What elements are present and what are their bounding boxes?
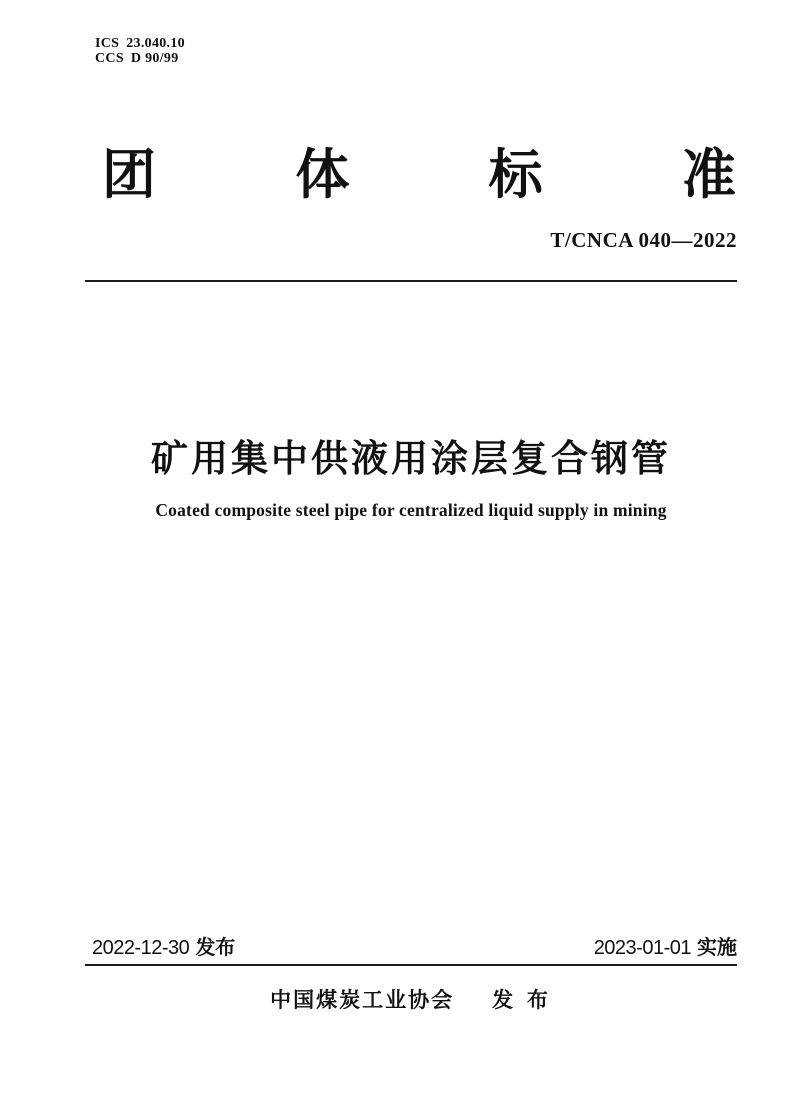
implement-date-group [594, 937, 737, 959]
issue-date: 2022-12-30 [92, 937, 190, 959]
document-title-chinese: 矿用集中供液用涂层复合钢管 [151, 438, 671, 479]
dates-row [92, 937, 737, 959]
ics-code-line [95, 36, 185, 51]
document-title-english: Coated composite steel pipe for centralized liquid supply in mining [155, 500, 667, 520]
standard-type-char: 准 [681, 145, 736, 205]
header-divider-line [85, 280, 737, 282]
standard-type-char: 标 [488, 145, 543, 205]
issue-label: 发布 [195, 937, 236, 959]
ics-value: 23.040.10 [126, 36, 185, 51]
standard-type-heading [102, 145, 736, 205]
implement-label: 实施 [697, 937, 737, 959]
ccs-code-line [95, 51, 185, 66]
ics-label: ICS [95, 36, 120, 51]
publish-label: 发 布 [492, 989, 552, 1012]
footer-divider-line [85, 964, 737, 966]
implement-date: 2023-01-01 [593, 937, 691, 959]
publisher-row [85, 984, 737, 1014]
publisher-name: 中国煤炭工业协会 [270, 989, 455, 1012]
issue-date-group [92, 937, 235, 959]
standard-type-char: 团 [102, 145, 156, 205]
ccs-label: CCS [95, 51, 124, 66]
classification-codes [95, 36, 185, 66]
standard-number: T/CNCA 040—2022 [550, 228, 737, 252]
ccs-value: D 90/99 [130, 51, 179, 66]
standard-type-char: 体 [295, 145, 350, 205]
